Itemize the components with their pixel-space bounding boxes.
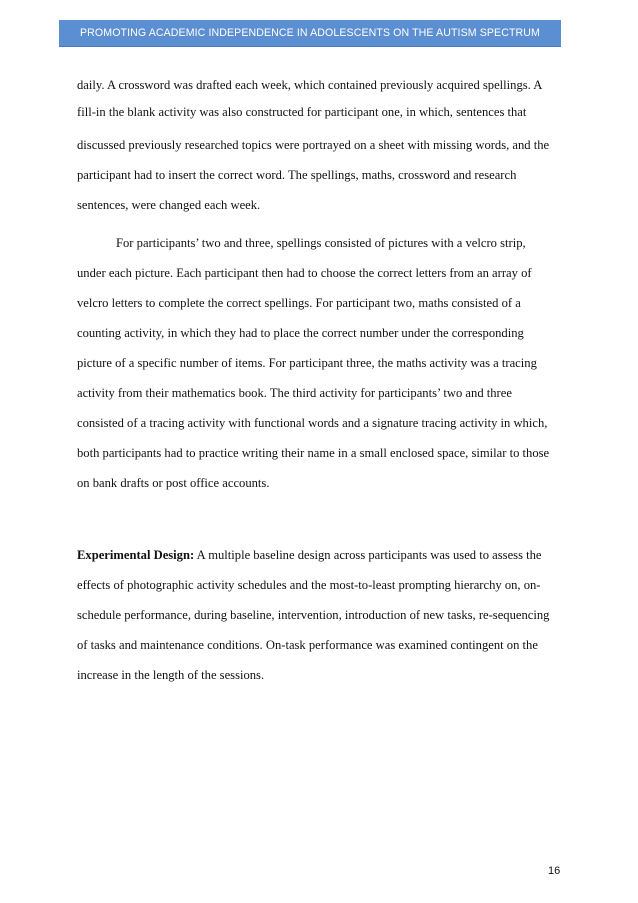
paragraph-2-line-1: For participants’ two and three, spellings consisted of pictures with a velcro strip, — [116, 236, 526, 250]
paragraph-1-line-1: daily. A crossword was drafted each week, which contained previously acquired spellings. A — [77, 78, 543, 92]
paragraph-3-line-4: of tasks and maintenance conditions. On-task performance was examined contingent on the — [77, 638, 538, 652]
paragraph-2-line-4: counting activity, in which they had to place the correct number under the corresponding — [77, 326, 524, 340]
paragraph-3-line-1 — [77, 547, 542, 563]
page-number: 16 — [548, 865, 561, 877]
paragraph-3-line-2: effects of photographic activity schedules and the most-to-least prompting hierarchy on, on- — [77, 578, 541, 592]
paragraph-3-line-1-text: A multiple baseline design across participants was used to assess the — [194, 548, 542, 562]
paragraph-3-line-3: schedule performance, during baseline, intervention, introduction of new tasks, re-sequencing — [77, 608, 550, 622]
paragraph-2-line-8: both participants had to practice writing their name in a small enclosed space, similar to those — [77, 446, 550, 460]
running-header — [59, 20, 561, 47]
paragraph-1-line-5: sentences, were changed each week. — [77, 198, 261, 212]
section-heading-experimental-design: Experimental Design: — [77, 548, 195, 562]
paragraph-2-line-5: picture of a specific number of items. For participant three, the maths activity was a tracing — [77, 356, 537, 370]
running-header-title: PROMOTING ACADEMIC INDEPENDENCE IN ADOLESCENTS ON THE AUTISM SPECTRUM — [80, 27, 540, 39]
paragraph-1-line-4: participant had to insert the correct word. The spellings, maths, crossword and research — [77, 168, 517, 182]
paragraph-2-line-2: under each picture. Each participant then had to choose the correct letters from an array of — [77, 266, 532, 280]
paragraph-2-line-6: activity from their mathematics book. The third activity for participants’ two and three — [77, 386, 512, 400]
paragraph-3-line-5: increase in the length of the sessions. — [77, 668, 265, 682]
paragraph-2-line-7: consisted of a tracing activity with functional words and a signature tracing activity in which, — [77, 416, 548, 430]
paragraph-2-line-3: velcro letters to complete the correct spellings. For participant two, maths consisted of a — [77, 296, 521, 310]
paragraph-1-line-3: discussed previously researched topics were portrayed on a sheet with missing words, and the — [77, 138, 550, 152]
paragraph-2-line-9: on bank drafts or post office accounts. — [77, 476, 270, 490]
paragraph-1-line-2: fill-in the blank activity was also constructed for participant one, in which, sentences that — [77, 105, 527, 119]
